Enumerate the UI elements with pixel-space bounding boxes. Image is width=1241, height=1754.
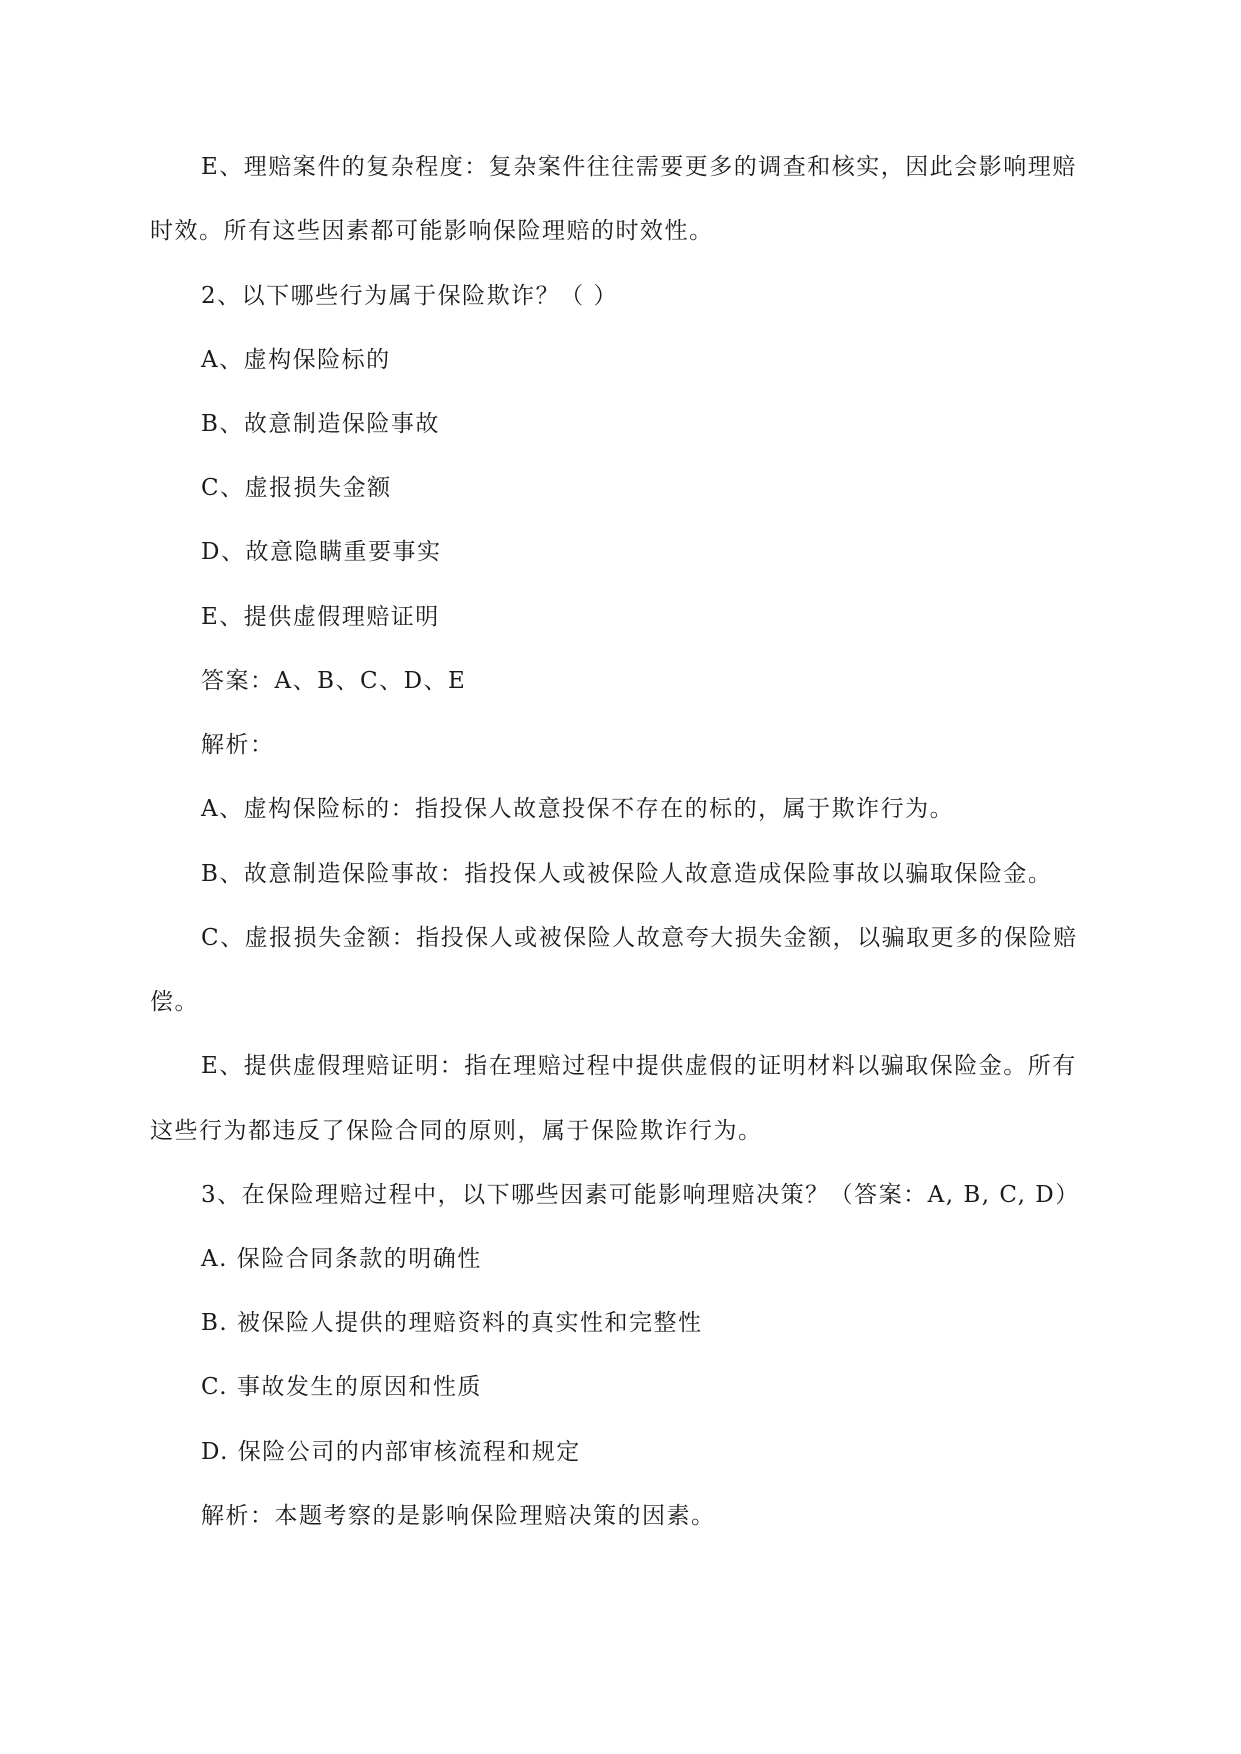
paragraph-line: A、虚构保险标的：指投保人故意投保不存在的标的，属于欺诈行为。 (201, 796, 955, 822)
option-item: A. 保险合同条款的明确性 (201, 1246, 482, 1272)
paragraph-line: C、虚报损失金额：指投保人或被保险人故意夸大损失金额，以骗取更多的保险赔 (201, 925, 1078, 951)
paragraph-line: E、理赔案件的复杂程度：复杂案件往往需要更多的调查和核实，因此会影响理赔 (201, 154, 1077, 180)
question-heading: 3、在保险理赔过程中，以下哪些因素可能影响理赔决策？（答案：A, B, C, D） (201, 1182, 1080, 1208)
paragraph-line: 偿。 (150, 989, 199, 1015)
option-item: D. 保险公司的内部审核流程和规定 (201, 1439, 581, 1465)
question-heading: 2、以下哪些行为属于保险欺诈？（ ） (201, 283, 618, 309)
option-item: C、虚报损失金额 (201, 475, 392, 501)
option-item: B、故意制造保险事故 (201, 411, 440, 437)
option-item: A、虚构保险标的 (201, 347, 391, 373)
paragraph-line: B、故意制造保险事故：指投保人或被保险人故意造成保险事故以骗取保险金。 (201, 861, 1053, 887)
answer-line: 答案：A、B、C、D、E (201, 668, 467, 694)
paragraph-line: 这些行为都违反了保险合同的原则，属于保险欺诈行为。 (150, 1118, 763, 1144)
option-item: C. 事故发生的原因和性质 (201, 1374, 482, 1400)
analysis-line: 解析：本题考察的是影响保险理赔决策的因素。 (201, 1503, 716, 1529)
analysis-label: 解析： (201, 732, 275, 758)
option-item: B. 被保险人提供的理赔资料的真实性和完整性 (201, 1310, 703, 1336)
option-item: E、提供虚假理赔证明 (201, 604, 440, 630)
paragraph-line: E、提供虚假理赔证明：指在理赔过程中提供虚假的证明材料以骗取保险金。所有 (201, 1053, 1077, 1079)
option-item: D、故意隐瞒重要事实 (201, 539, 442, 565)
paragraph-line: 时效。所有这些因素都可能影响保险理赔的时效性。 (150, 218, 714, 244)
